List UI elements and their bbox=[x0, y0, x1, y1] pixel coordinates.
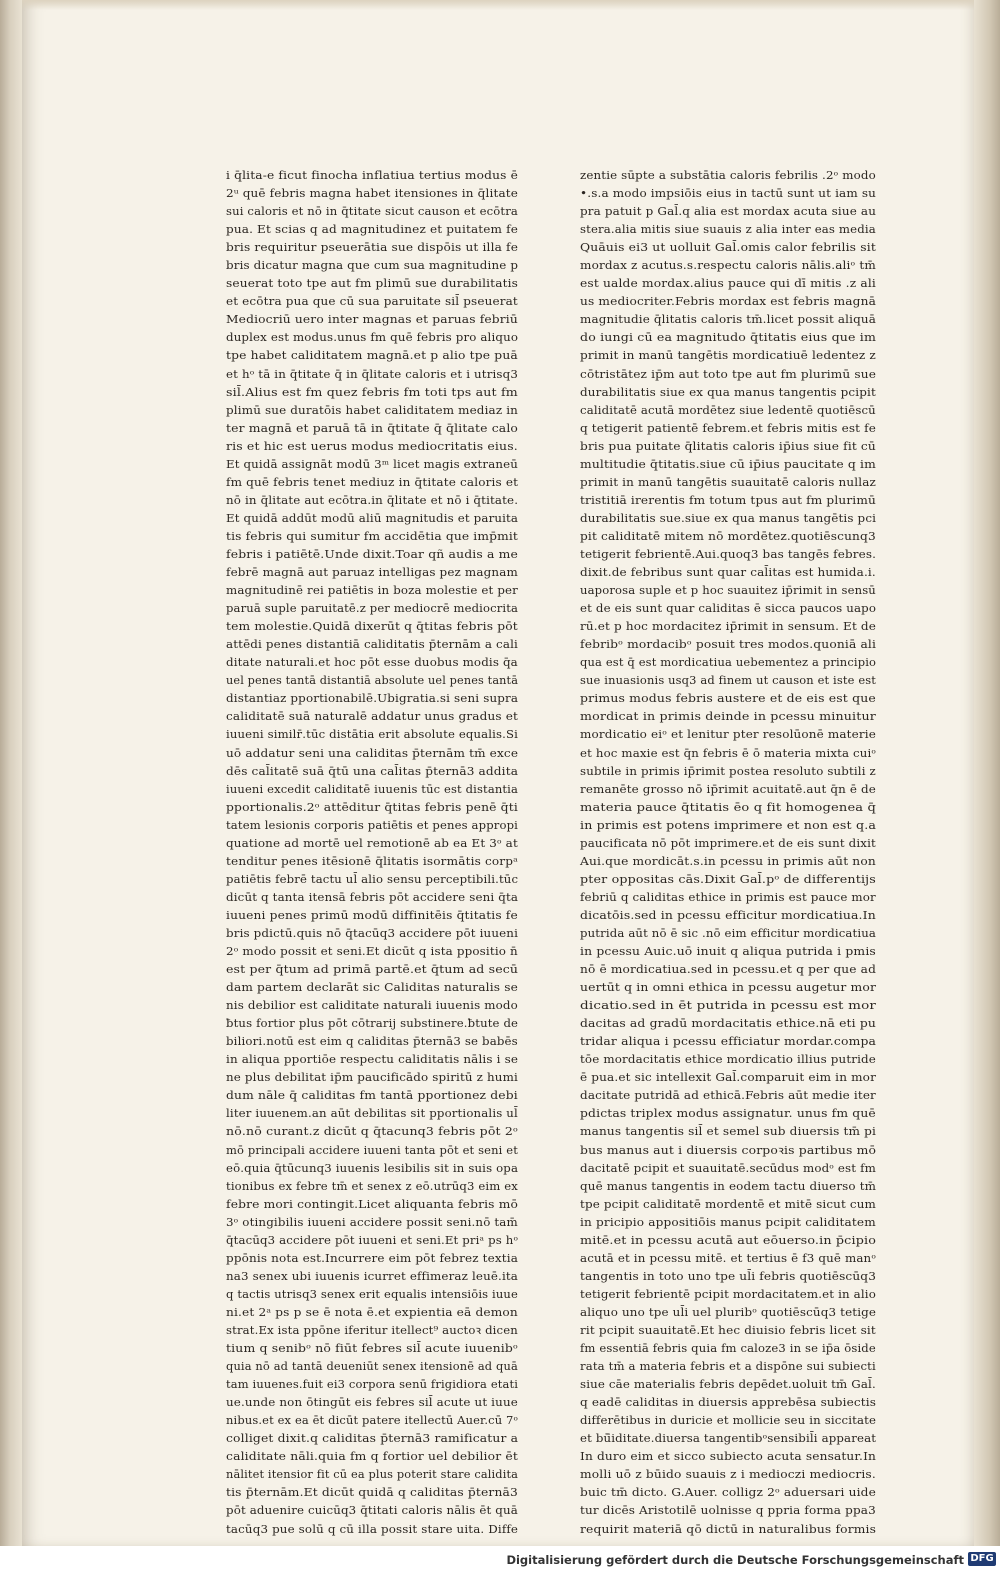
text-line: bus manus aut i diuersis corpoꝛis partibus mō bbox=[580, 1142, 877, 1157]
text-line: febris i patiētē.Unde dixit.Toar qñ audis a me bbox=[226, 546, 519, 561]
text-line: multitudie q̄titatis.siue cū ip̄ius paucitate q im bbox=[580, 456, 876, 471]
text-line: uel penes tantā distantiā absolute uel penes tantā bbox=[226, 673, 519, 688]
text-line: i q̄lita‑e ficut finocha inflatiua tertius modus ē bbox=[226, 168, 518, 182]
text-line: uaporosa suple et p hoc suauitez ip̄rimit in sensū bbox=[580, 583, 876, 598]
text-line: mordicat in primis deinde in pcessu minuitur bbox=[580, 709, 876, 724]
text-line: primit in manū tangētis suauitatē caloris nullaz bbox=[580, 474, 877, 489]
text-line: differētibus in duricie et mollicie seu in siccitate bbox=[580, 1413, 877, 1428]
text-line: dicūt q tanta itensā febris pōt accidere seni q̄ta bbox=[226, 889, 519, 904]
text-line: tetigerit febrientē.Aui.quoq3 bas tangēs febres. bbox=[580, 546, 877, 561]
text-line: quatione ad mortē uel remotionē ab ea Et 3ᵒ at bbox=[226, 835, 518, 850]
text-line: tis febris qui sumitur fm accidētia que imp̄mit bbox=[226, 528, 519, 543]
text-line: paucificata nō pōt imprimere.et de eis sunt dixit bbox=[580, 835, 876, 850]
text-line: ƀtus fortior plus pōt cōtrarij substinere.ƀtute de bbox=[226, 1016, 519, 1031]
text-line: distantiaz pportionabilē.Ubigratia.si seni supra bbox=[226, 691, 519, 706]
text-line: in pricipio appositiōis manus pcipit caliditatem bbox=[580, 1214, 876, 1229]
text-line: ne plus debilitat ip̄m paucificādo spiritū z humi bbox=[226, 1070, 518, 1085]
text-line: pit caliditatē mitem nō mordētez.quotiēscunq3 bbox=[580, 528, 876, 543]
text-line: ppōnis nota est.Incurrere eim pōt febrez textia bbox=[226, 1250, 519, 1265]
text-line: paruā suple paruitatē.z per mediocrē mediocrita bbox=[226, 601, 519, 616]
text-line: nō ē mordicatiua.sed in pcessu.et q per que ad bbox=[580, 962, 877, 977]
text-line: requirit materiā qō dictū in naturalibus formis bbox=[580, 1521, 877, 1536]
text-line: tridar aliqua i pcessu efficiatur mordar.compa bbox=[580, 1034, 877, 1049]
text-line: aliquo uno tpe ul̄i uel pluribᵒ quotiēscūq3 tetige bbox=[580, 1304, 877, 1319]
text-line: dixit.de febribus sunt quar cal̄itas est humida.i. bbox=[580, 565, 876, 580]
text-line: et bū̄iditate.diuersa tangentibᵒsensibil̄i appareat bbox=[580, 1431, 877, 1446]
text-line: 3ᵒ otingibilis iuueni accidere possit seni.nō tam̄ bbox=[226, 1214, 518, 1229]
text-line: in primis est potens imprimere et non est q.a bbox=[580, 817, 877, 832]
text-line: ris et hic est uerus modus mediocritatis eius. bbox=[226, 438, 518, 453]
text-line: q eadē caliditas in diuersis apprebēsa subiectis bbox=[580, 1395, 877, 1410]
text-line: subtile in primis ip̄rimit postea resoluto subtili z bbox=[580, 763, 876, 778]
text-line: rata tm̄ a materia febris et a dispōne sui subiecti bbox=[580, 1359, 876, 1374]
text-line: nō.nō curant.z dicūt q q̄tacunq3 febris pōt 2ᵒ bbox=[226, 1124, 518, 1139]
text-line: zentie sūpte a substātia caloris febrilis .2ᵒ modo bbox=[580, 168, 876, 182]
text-line: us mediocriter.Febris mordax est febris magnā bbox=[580, 294, 877, 309]
text-line: remanēte grosso nō ip̄rimit acuitatē.aut q̄n ē de bbox=[580, 781, 876, 796]
text-line: tatem lesionis corporis patiētis et penes appropi bbox=[226, 817, 519, 832]
text-line: tis p̄ternām.Et dicūt quidā q caliditas p̄ternā3 bbox=[226, 1485, 518, 1500]
text-line: uertūt q in omni ethica in pcessu augetur mor bbox=[580, 980, 877, 995]
text-line: tōe mordacitatis ethice mordicatio illius putride bbox=[580, 1052, 876, 1067]
text-line: attēdi penes distantiā caliditatis p̄ternām a cali bbox=[226, 637, 518, 652]
text-line: ue.unde non ōtingūt eis febres sil̄ acute ut iuue bbox=[226, 1395, 518, 1410]
text-line: 2ᵘ quē febris magna habet itensiones in q̄litate bbox=[226, 186, 518, 201]
text-line: tetigerit febrientē pcipit mordacitatem.et in alio bbox=[580, 1286, 876, 1301]
text-line: uō addatur seni una caliditas p̄ternām tm̄ exce bbox=[226, 745, 519, 760]
text-line: caliditatē suā naturalē addatur unus gradus et bbox=[226, 709, 519, 724]
text-line: in pcessu Auic.uō inuit q aliqua putrida i pmis bbox=[580, 944, 876, 959]
text-line: durabilitatis siue ex qua manus tangentis pcipit bbox=[580, 384, 876, 399]
text-line: siue cāe materialis febris depēdet.uoluit tm̄ Gal̄. bbox=[580, 1377, 876, 1392]
text-line: sil̄.Alius est fm quez febris fm toti tps aut fm bbox=[226, 384, 518, 399]
text-line: dēs cal̄itatē suā q̄tū una cal̄itas p̄ternā3 addita bbox=[226, 763, 519, 778]
text-line: •.s.a modo impsiōis eius in tactū sunt ut iam su bbox=[580, 186, 877, 201]
text-line: et hoc maxie est q̄n febris ē ō materia mixta cuiᵒ bbox=[580, 745, 877, 760]
text-line: bris pua puitate q̄litatis caloris ip̄ius siue fit cū bbox=[580, 438, 876, 453]
text-line: febribᵒ mordacibᵒ posuit tres modos.quoniā ali bbox=[580, 637, 877, 652]
text-line: tacūq3 pue solū q cū illa possit stare uita. Diffe bbox=[226, 1521, 519, 1536]
text-line: na3 senex ubi iuuenis icurret effimeraz leuē.ita bbox=[226, 1268, 519, 1283]
text-line: iuueni excedit caliditatē iuuenis tūc est distantia bbox=[226, 781, 519, 796]
text-line: tur dicēs Aristotilē uolnisse q ppria forma ppa3 bbox=[580, 1503, 876, 1518]
text-line: caliditate nāli.quia fm q fortior uel debilior ēt bbox=[226, 1449, 518, 1464]
text-line: et hᵒ tā in q̄titate q̄ in q̄litate caloris et i utrisq3 bbox=[226, 366, 519, 381]
text-line: bris pdictū.quis nō q̄tacūq3 accidere pōt iuueni bbox=[226, 925, 519, 940]
text-line: mordicatio eiᵒ et lenitur pter resolūonē materie bbox=[580, 727, 876, 742]
text-line: tionibus ex febre tm̄ et senex z eō.utrūq3 eim ex bbox=[226, 1178, 518, 1193]
text-line: tenditur penes itēsionē q̄litatis isormātis corpᵃ bbox=[226, 853, 518, 868]
text-line: nālitet itensior fit cū ea plus poterit stare calidita bbox=[226, 1467, 519, 1482]
text-line: ni.et 2ᵃ ps p se ē nota ē.et expientia eā demon bbox=[226, 1304, 518, 1319]
text-line: fm quē febris tenet mediuz in q̄titate caloris et bbox=[226, 474, 519, 489]
text-line: quē manus tangentis in eodem tactu diuerso tm̄ bbox=[580, 1178, 877, 1193]
text-line: plimū sue duratōis habet caliditatem mediaz in bbox=[226, 402, 519, 417]
text-line: pdictas triplex modus assignatur. unus fm quē bbox=[580, 1106, 876, 1121]
text-line: liter iuuenem.an aūt debilitas sit pportionalis ul̄ bbox=[226, 1106, 518, 1121]
text-line: pua. Et scias q ad magnitudinez et puitatem fe bbox=[226, 222, 518, 237]
text-line: q tactis utrisq3 senex erit equalis intensiōis iuue bbox=[226, 1286, 518, 1301]
text-line: magnitudie q̄litatis caloris tm̄.licet possit aliquā bbox=[580, 312, 876, 327]
text-line: eō.quia q̄tūcunq3 iuuenis lesibilis sit in suis opa bbox=[226, 1160, 519, 1175]
page-stack-right-edge bbox=[974, 0, 1000, 1546]
text-line: ter magnā et paruā tā in q̄titate q̄ q̄litate calo bbox=[226, 420, 519, 435]
text-line: sue inuasionis usq3 ad finem ut causon et iste est bbox=[580, 673, 877, 688]
text-line: sui caloris et nō in q̄titate sicut causon et ecōtra bbox=[226, 204, 518, 219]
text-line: et ecōtra pua que cū sua paruitate sil̄ pseuerat bbox=[226, 294, 518, 309]
page-top-edge bbox=[22, 0, 974, 10]
left-text-column bbox=[226, 166, 519, 1536]
text-line: dacitate putridā ad ethicā.Febris aūt medie iter bbox=[580, 1088, 876, 1103]
text-line: dam partem declarāt sic Caliditas naturalis se bbox=[226, 980, 518, 995]
text-line: seuerat toto tpe aut fm plimū sue durabilitatis bbox=[226, 276, 519, 291]
text-line: iuueni similr̄.tūc distātia erit absolute equalis.Si bbox=[226, 727, 519, 742]
text-line: Mediocriū uero inter magnas et paruas febriū bbox=[226, 312, 518, 327]
text-line: magnitudinē rei patiētis in boza molestie et per bbox=[226, 583, 518, 598]
text-line: pportionalis.2ᵒ attēditur q̄titas febris penē q̄ti bbox=[226, 799, 518, 814]
text-line: tam iuuenes.fuit ei3 corpora senū frigidiora etati bbox=[226, 1377, 519, 1392]
text-line: dacitatē pcipit et suauitatē.secūdus modᵒ est fm bbox=[580, 1160, 876, 1175]
text-line: Aui.que mordicāt.s.in pcessu in primis aūt non bbox=[580, 853, 876, 868]
text-line: pōt aduenire cuicūq3 q̄titati caloris nālis ēt quā bbox=[226, 1503, 518, 1518]
text-line: q tetigerit patientē febrem.et febris mitis est fe bbox=[580, 420, 876, 435]
text-line: colliget dixit.q caliditas p̄ternā3 ramificatur a bbox=[226, 1431, 519, 1446]
text-line: do iungi cū ea magnitudo q̄titatis eius que im bbox=[580, 330, 877, 345]
text-line: quia nō ad tantā deueniūt senex itensionē ad quā bbox=[226, 1359, 518, 1374]
text-line: febriū q caliditas ethice in primis est pauce mor bbox=[580, 889, 876, 904]
text-line: febre mori contingit.Licet aliquanta febris mō bbox=[226, 1196, 519, 1211]
text-line: dum nāle q̄ caliditas fm tantā pportionez debi bbox=[226, 1088, 518, 1103]
text-line: dicatōis.sed in pcessu efficitur mordicatiua.In bbox=[580, 907, 876, 922]
text-line: biliori.notū est eim q caliditas p̄ternā3 se babēs bbox=[226, 1034, 518, 1049]
text-line: Et quidā addūt modū aliū magnitudis et paruita bbox=[226, 510, 519, 525]
text-line: Quāuis ei3 ut uolluit Gal̄.omis calor febrilis sit bbox=[580, 240, 876, 255]
text-line: ē pua.et sic intellexit Gal̄.comparuit eim in mor bbox=[580, 1070, 876, 1085]
text-line: in aliqua pportiōe respectu caliditatis nālis i se bbox=[226, 1052, 519, 1067]
text-line: bris requiritur pseuerātia sue dispōis ut illa fe bbox=[226, 240, 519, 255]
text-line: tpe habet caliditatem magnā.et p alio tpe puā bbox=[226, 348, 518, 363]
text-line: nō in q̄litate aut ecōtra.in q̄litate et nō i q̄titate. bbox=[226, 492, 519, 507]
text-line: pter oppositas cās.Dixit Gal̄.pᵒ de differentijs bbox=[580, 871, 876, 886]
text-line: q̄tacūq3 accidere pōt iuueni et seni.Et priᵃ ps hᵒ bbox=[226, 1232, 519, 1247]
text-line: ditate naturali.et hoc pōt esse duobus modis q̄a bbox=[226, 655, 518, 670]
text-line: 2ᵒ modo possit et seni.Et dicūt q ista ppositio n̄ bbox=[226, 944, 518, 959]
text-line: manus tangentis sil̄ et semel sub diuersis tm̄ pi bbox=[580, 1124, 877, 1139]
text-line: tem molestie.Quidā dixerūt q q̄titas febris pōt bbox=[226, 619, 518, 634]
text-line: stera.alia mitis siue suauis z alia inter eas media bbox=[580, 222, 876, 237]
text-line: nibus.et ex ea ēt dicūt patere itellectū Auer.cū 7ᵒ bbox=[226, 1413, 519, 1428]
text-line: mitē.et in pcessu acutā aut eōuerso.in p̄cipio bbox=[580, 1232, 877, 1247]
text-line: tium q senibᵒ nō fiūt febres sil̄ acute iuuenibᵒ bbox=[226, 1341, 518, 1356]
text-line: fm essentiā febris quia fm caloze3 in se ip̄a ōside bbox=[580, 1341, 876, 1356]
text-line: primit in manū tangētis mordicatiuē ledentez z bbox=[580, 348, 876, 363]
footer-bar bbox=[0, 1546, 1000, 1572]
text-line: durabilitatis sue.siue ex qua manus tangētis pci bbox=[580, 510, 877, 525]
text-line: tangentis in toto uno tpe ul̄i febris quotiēscūq3 bbox=[580, 1268, 877, 1283]
text-line: febrē magnā aut paruaz intelligas pez magnam bbox=[226, 565, 518, 580]
text-line: caliditatē acutā mordētez siue ledentē quotiēscū bbox=[580, 402, 876, 417]
text-line: rit pcipit suauitatē.Et hec diuisio febris licet sit bbox=[580, 1323, 876, 1337]
text-line: In duro eim et sicco subiecto acuta sensatur.In bbox=[580, 1449, 877, 1464]
text-line: mō principali accidere iuueni tanta pōt et seni et bbox=[226, 1142, 519, 1157]
dfg-logo: DFG bbox=[968, 1552, 996, 1566]
text-line: et de eis sunt quar caliditas ē sicca paucos uapo bbox=[580, 601, 877, 616]
text-line: mordax z acutus.s.respectu caloris nālis.aliᵒ tm̄ bbox=[580, 258, 876, 273]
text-line: pra patuit p Gal̄.q alia est mordax acuta siue au bbox=[580, 204, 877, 219]
text-line: rū.et p hoc mordacitez ip̄rimit in sensum. Et de bbox=[580, 619, 877, 634]
text-line: acutā et in pcessu mitē. et tertius ē f3 quē manᵒ bbox=[580, 1250, 877, 1265]
text-line: primus modus febris austere et de eis est que bbox=[580, 691, 876, 706]
text-line: nis debilior est caliditate naturali iuuenis modo bbox=[226, 998, 518, 1013]
text-line: tpe pcipit caliditatē mordentē et mitē sicut cum bbox=[580, 1196, 876, 1211]
page-stack-left-edge bbox=[0, 0, 22, 1546]
footer-credit: Digitalisierung gefördert durch die Deutsche Forschungsgemeinschaft bbox=[506, 1553, 964, 1567]
text-line: duplex est modus.unus fm quē febris pro aliquo bbox=[226, 330, 519, 345]
text-line: patiētis febrē tactu ul̄ alio sensu perceptibili.tūc bbox=[226, 871, 519, 886]
right-text-column bbox=[580, 166, 877, 1536]
text-line: tristitiā irerentis fm totum tpus aut fm plurimū bbox=[580, 492, 876, 507]
text-line: cōtristātez ip̄m aut toto tpe aut fm plurimū sue bbox=[580, 366, 877, 381]
text-line: materia pauce q̄titatis ēo q fit homogenea q̄ bbox=[580, 799, 877, 814]
text-line: Et quidā assignāt modū 3ᵐ licet magis extraneū bbox=[226, 456, 518, 471]
text-line: putrida aūt nō ē sic .nō eim efficitur mordicatiua bbox=[580, 925, 877, 940]
text-line: bris dicatur magna que cum sua magnitudine p bbox=[226, 258, 519, 273]
text-line: strat.Ex ista ppōne iferitur itellect⁹ auctoꝛ dicen bbox=[226, 1323, 518, 1337]
text-line: dacitas ad gradū mordacitatis ethice.nā eti pu bbox=[580, 1016, 877, 1031]
text-line: buic tm̄ dicto. G.Auer. colligz 2ᵒ aduersari uide bbox=[580, 1485, 876, 1500]
text-line: molli uō z būido suauis z i medioczi mediocris. bbox=[580, 1467, 876, 1482]
text-line: qua est q̄ est mordicatiua uebementez a principio bbox=[580, 655, 877, 670]
text-line: dicatio.sed in ēt putrida in pcessu est mor bbox=[580, 998, 877, 1013]
text-line: est per q̄tum ad primā partē.et q̄tum ad secū bbox=[226, 962, 519, 977]
text-line: iuueni penes primū modū diffinitēis q̄titatis fe bbox=[226, 907, 518, 922]
text-line: est ualde mordax.alius pauce qui dī mitis .z ali bbox=[580, 276, 876, 291]
